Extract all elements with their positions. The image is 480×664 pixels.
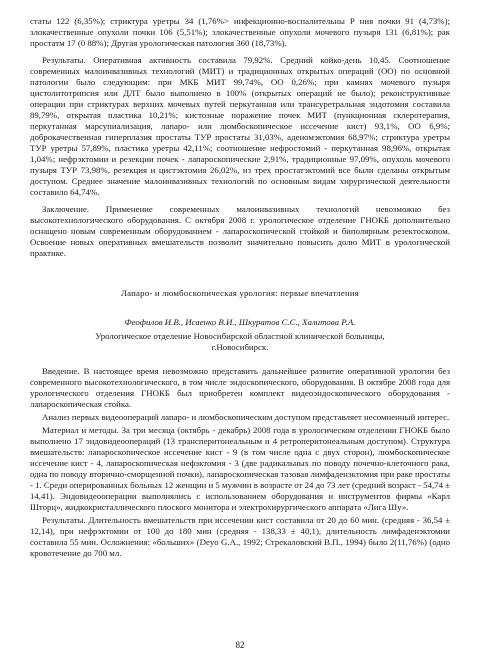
page-number: 82: [235, 640, 245, 650]
article-affiliation: Урологическое отделение Новосибирской областной клинической больницы, г.Новосибирск.: [95, 331, 385, 352]
paragraph-results: Результаты. Оперативная активность составила 79,92%. Средний койко-день 10,45. Соотношение современных малоинвазивных технологий (МИТ) и традиционных открытых операций (ОО) по основной патологии было следующим: при МКБ МИТ 99,74%, ОО 0,26%; при камнях мочевого пузыря цистолитотрипсия или ДЛТ было выполнено в 100% (открытых операций не было); реконструктивные операции при стриктурах верхних мочевых путей перкутанная или трансуретральная эндотомия составила 89,79%, открытая пластика 10,21%; кистозные поражение почек МИТ (пункционная склеротерапия, перкутанная марсупиализация, лапаро- или люмбоскопическое иссечение кист) 93,1%, ОО 6,9%; доброкачественная гиперплазия простаты ТУР простаты 31,03%, аденомэктомия 68,97%; стриктура уретры ТУР уретры 57,89%, пластика уретры 42,11%; соотношение нефростомий - перкутанная 98,96%, открытая 1,04%; нефрэктомии и резекции почек - лапароскопические 2,91%, традиционные 97,09%, опухоль мочевого пузыря ТУР 73,98%, резекция и цистэктомия 26,02%, из трех простатэктомий все были сделаны открытым доступом. Среднее значение малоинвазивных технологий по основным видам хирургической деятельности составило 64,74%.: [30, 55, 450, 197]
paragraph-introduction: Введение. В настоящее время невозможно представить дальнейшее развитие оперативной урологии без современного высокотехнологического, в том числе эндоскопического, оборудования. В октябре 2008 года для урологического отделения ГНОКБ был приобретен комплект видеоэндоскопического оборудования - лапароскопическая стойка.: [30, 366, 450, 409]
article-header: [30, 288, 450, 353]
paragraph-pathology-stats: статы 122 (6,35%); стриктура уретры 34 (1,76%> инфекционно-воспалительны Р ния почки 91 (4,73%); злокачественные опухоли почки 106 (5,51%); злокачественные опухоли мочевого пузыря 131 (6,81%); рак простатм 17 (0 88%); Другая урологическая патология 360 (18,73%).: [30, 16, 450, 48]
paragraph-results-body: Результаты. Длительность вмешательств при иссечении кист составила от 20 до 60 мин. (средняя - 36,54 ± 12,14), при нефрэктомии от 100 до 180 мин (средняя - 138,33 ± 40,1), длительность лимфаденэктомии составила 55 мин. Осложнения: «больших» (Deyo G.A., 1992; Стрекаловский В.П., 1994) было 2(11,76%) (одно кровотечение до 700 мл.: [30, 515, 450, 558]
article-authors: Феофилов И.В., Исаенко В.И., Шкуратов С.С., Халитова Р.А.: [124, 317, 356, 327]
previous-article-section: [30, 16, 450, 259]
article-title: Лапаро- и люмбоскопическая урология: первые впечатления: [120, 288, 360, 298]
paragraph-materials-methods: Материал и методы. За три месяца (октябрь - декабрь) 2008 года в урологическом отделении ГНОКБ было выполнено 17 эндовидеоопераций (13 трансперитонеальным и 4 ретроперитонеальным доступом). Структура вмешательств: лапароскопическое иссечение кист - 9 (в том числе одна с двух сторон), люмбоскопическое иссечение кист - 4, лапароскопическая нефэктомия - 3 (две радикальных по поводу почечно-клеточного рака, одна по поводу вторично-сморщенной почки), лапароскопическая тазовая лимфаденэктомия при раке простаты - 1. Среди оперированных больных 12 женщин и 5 мужчин в возрасте от 24 до 73 лет (средний возраст - 54,74 ± 14,41). Эндовидеооперации выполнялись с использованием оборудования и инструментов фирмы «Карл Шторц», жидкокристаллического плоского монитора и электрохирургического аппарата «Лига Шу».: [30, 425, 450, 512]
paragraph-analysis: Анализ первых видеоопераций лапаро- и люмбоскопическим доступом представляет несомненный интерес.: [42, 412, 450, 422]
article-body: [30, 366, 450, 559]
paragraph-conclusion: Заключение. Применение современных малоинвазивных технологий невозможно без высокотехнологического оборудования. С октября 2008 г. урологическое отделение ГНОКБ дополнительно оснащено новым современным оборудованием - лапароскопической стойкой и биполярным резектоскопом. Освоение новых оперативных вмешательств позволит значительно повысить долю МИТ в урологической практике.: [30, 204, 450, 258]
